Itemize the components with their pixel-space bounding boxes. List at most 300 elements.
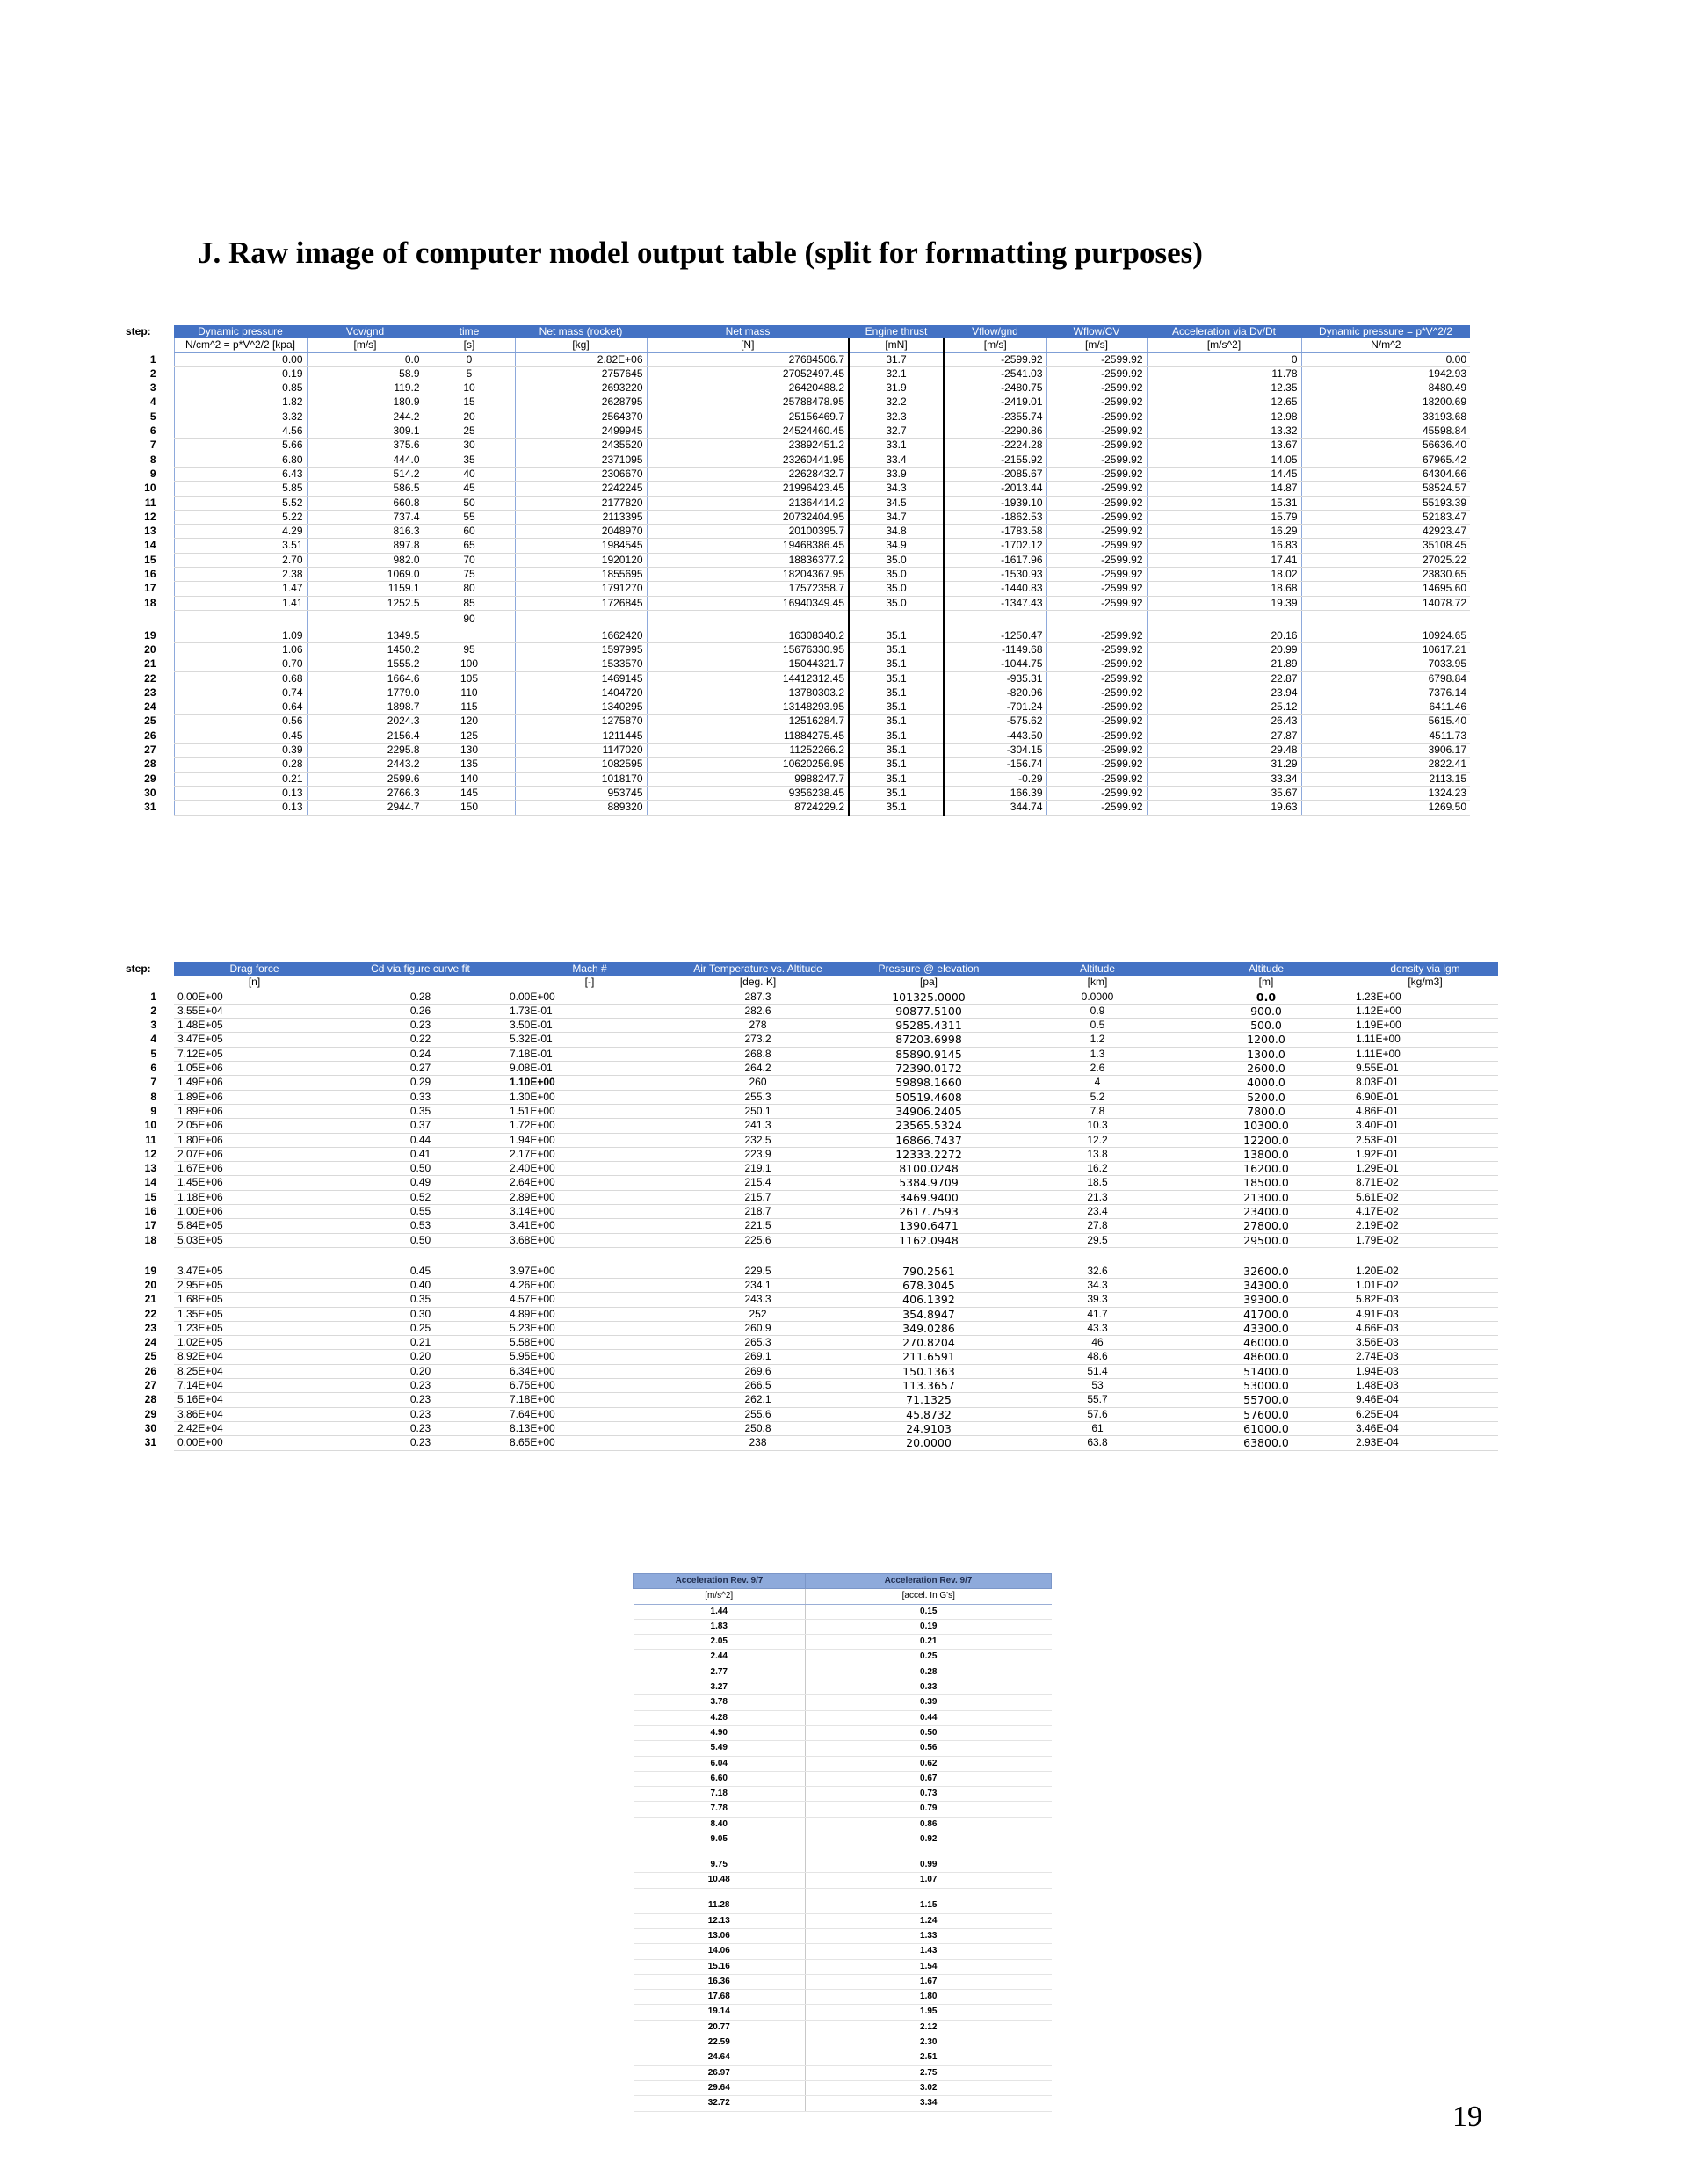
table-cell: 5.52 (174, 496, 307, 510)
table-cell: 5.85 (174, 482, 307, 496)
table-cell: 7.18E-01 (506, 1047, 673, 1061)
table-cell: 1162.0948 (843, 1233, 1015, 1247)
table-cell: 1.89E+06 (174, 1090, 335, 1104)
step-number: 2 (149, 366, 156, 380)
table-cell: 0.39 (174, 744, 307, 758)
step-number: 19 (144, 629, 156, 642)
table-cell: 11884275.45 (647, 729, 849, 743)
table-cell: 3.51 (174, 539, 307, 553)
table-cell: 1159.1 (307, 582, 424, 596)
table-cell: 16940349.45 (647, 596, 849, 610)
table-row (634, 1873, 1052, 1888)
table-cell: 0.40 (335, 1278, 506, 1292)
table-cell: 101325.0000 (843, 990, 1015, 1004)
table-cell: 135 (424, 758, 515, 772)
table-cell: 0.00E+00 (506, 990, 673, 1004)
table-cell: 2599.6 (307, 772, 424, 786)
column-unit: [pa] (843, 976, 1015, 990)
step-number: 11 (145, 1133, 156, 1146)
table-cell: 0.50 (806, 1725, 1052, 1740)
table-cell: 5.61E-02 (1352, 1190, 1498, 1204)
table-cell: 229.5 (673, 1247, 843, 1278)
table-cell: 35.1 (849, 671, 944, 686)
table-cell: 4.86E-01 (1352, 1104, 1498, 1118)
table-cell: 2.70 (174, 553, 307, 567)
table-cell: 1533570 (515, 657, 647, 671)
table-cell: 16308340.2 (647, 610, 849, 642)
table-cell: 3.55E+04 (174, 1004, 335, 1018)
table-cell: 215.7 (673, 1190, 843, 1204)
table-cell: 4.29 (174, 525, 307, 539)
table-cell: 0.25 (335, 1321, 506, 1335)
table-cell: 6.25E-04 (1352, 1407, 1498, 1421)
table-cell: 1.18E+06 (174, 1190, 335, 1204)
table-cell: 33.4 (849, 453, 944, 467)
table-cell: 14695.60 (1301, 582, 1470, 596)
table-cell: -1939.10 (944, 496, 1046, 510)
table-cell: 55700.0 (1180, 1393, 1352, 1407)
table-cell: -2599.92 (1046, 715, 1147, 729)
table-cell: 5615.40 (1301, 715, 1470, 729)
table-cell: 252 (673, 1307, 843, 1321)
table-cell: 85 (424, 596, 515, 610)
table-cell: 0.00 (1301, 352, 1470, 366)
table-cell: 20 (424, 410, 515, 424)
column-unit: N/cm^2 = p*V^2/2 [kpa] (174, 338, 307, 352)
table-cell: 15 (424, 395, 515, 410)
table-cell: 0.45 (335, 1247, 506, 1278)
table-cell: 3.34 (806, 2096, 1052, 2111)
table-cell: 7.78 (634, 1802, 806, 1817)
table-row (634, 2005, 1052, 2020)
table-row (119, 381, 1470, 395)
table-cell: 7.12E+05 (174, 1047, 335, 1061)
table-cell: 5.82E-03 (1352, 1293, 1498, 1307)
column-header: Pressure @ elevation (843, 962, 1015, 976)
table-cell: 1.24 (806, 1913, 1052, 1928)
table-cell: -2599.92 (1046, 453, 1147, 467)
table-cell: 29500.0 (1180, 1233, 1352, 1247)
table-row (119, 1307, 1498, 1321)
table-cell: 32.2 (849, 395, 944, 410)
table-cell: -2224.28 (944, 439, 1046, 453)
column-unit: [m/s] (1046, 338, 1147, 352)
table-cell: -2599.92 (944, 352, 1046, 366)
table-cell: -2599.92 (1046, 510, 1147, 524)
table-cell: 4511.73 (1301, 729, 1470, 743)
table-row (634, 1944, 1052, 1959)
table-cell: 1779.0 (307, 686, 424, 700)
table-cell: 2.40E+00 (506, 1162, 673, 1176)
table-cell: -2355.74 (944, 410, 1046, 424)
table-cell: 1.20E-02 (1352, 1247, 1498, 1278)
header-row (634, 1574, 1052, 1589)
table-row (634, 1847, 1052, 1873)
table-row (119, 525, 1470, 539)
table-cell: 1300.0 (1180, 1047, 1352, 1061)
table-cell: 5200.0 (1180, 1090, 1352, 1104)
table-cell: 1.06 (174, 642, 307, 657)
step-number: 3 (150, 1019, 156, 1032)
table-cell: 5.84E+05 (174, 1219, 335, 1233)
table-cell: 4 (1015, 1076, 1180, 1090)
table-cell: 4.56 (174, 424, 307, 439)
table-cell: 790.2561 (843, 1247, 1015, 1278)
table-cell: 57600.0 (1180, 1407, 1352, 1421)
table-cell: 12516284.7 (647, 715, 849, 729)
table-cell: 5.58E+00 (506, 1336, 673, 1350)
table-cell: 10 (424, 381, 515, 395)
table-cell: 29.48 (1147, 744, 1301, 758)
table-cell: 238 (673, 1436, 843, 1450)
table-cell: 25 (424, 424, 515, 439)
table-cell: 1898.7 (307, 700, 424, 715)
table-cell: 269.1 (673, 1350, 843, 1364)
table-cell: 309.1 (307, 424, 424, 439)
table-cell: 12200.0 (1180, 1133, 1352, 1147)
table-cell: 0.92 (806, 1832, 1052, 1847)
step-number: 16 (144, 568, 156, 581)
table-cell: 5.66 (174, 439, 307, 453)
table-cell: 39300.0 (1180, 1293, 1352, 1307)
table-row (119, 686, 1470, 700)
table-cell: -2599.92 (1046, 395, 1147, 410)
step-number: 27 (144, 1379, 156, 1392)
table-cell: 23260441.95 (647, 453, 849, 467)
table-cell: 5.2 (1015, 1090, 1180, 1104)
table-cell: 2.17E+00 (506, 1147, 673, 1161)
table-cell: 7.18 (634, 1787, 806, 1802)
table-cell: 3.97E+00 (506, 1247, 673, 1278)
table-cell: 23.4 (1015, 1205, 1180, 1219)
table-cell: 3.46E-04 (1352, 1421, 1498, 1435)
table-cell: 115 (424, 700, 515, 715)
table-cell: 80 (424, 582, 515, 596)
table-cell: 35.1 (849, 686, 944, 700)
table-cell: 1.09 (174, 610, 307, 642)
table-cell: 34.3 (849, 482, 944, 496)
table-cell: 2.44 (634, 1650, 806, 1665)
table-cell: 1.30E+00 (506, 1090, 673, 1104)
table-row (634, 1725, 1052, 1740)
column-unit: [m/s^2] (634, 1589, 806, 1604)
table-cell: 125 (424, 729, 515, 743)
table-cell: 1200.0 (1180, 1033, 1352, 1047)
table-row (119, 1147, 1498, 1161)
table-cell: 14.05 (1147, 453, 1301, 467)
table-cell: 1211445 (515, 729, 647, 743)
table-cell: -0.29 (944, 772, 1046, 786)
table-cell: 2156.4 (307, 729, 424, 743)
step-label: step: (119, 962, 174, 976)
step-number: 18 (144, 596, 156, 609)
table-row (119, 729, 1470, 743)
table-cell: 4.91E-03 (1352, 1307, 1498, 1321)
table-cell: 243.3 (673, 1293, 843, 1307)
table-cell: 1920120 (515, 553, 647, 567)
table-cell: 2.30 (806, 2035, 1052, 2050)
table-cell: 0.20 (335, 1350, 506, 1364)
table-cell: 5.16E+04 (174, 1393, 335, 1407)
table-cell: 349.0286 (843, 1321, 1015, 1335)
table-cell: 32.6 (1015, 1247, 1180, 1278)
table-cell: 33.34 (1147, 772, 1301, 786)
table-row (119, 1133, 1498, 1147)
table-cell: 8.25E+04 (174, 1364, 335, 1378)
table-cell: 1855695 (515, 568, 647, 582)
table-cell: 24.9103 (843, 1421, 1015, 1435)
table-cell: 29.5 (1015, 1233, 1180, 1247)
table-cell: 32.3 (849, 410, 944, 424)
table-cell: 3.27 (634, 1680, 806, 1695)
table-cell: 900.0 (1180, 1004, 1352, 1018)
table-cell: 2.82E+06 (515, 352, 647, 366)
step-number: 4 (149, 395, 156, 409)
table-cell: -2599.92 (1046, 539, 1147, 553)
table-cell: 53000.0 (1180, 1379, 1352, 1393)
table-cell: 51.4 (1015, 1364, 1180, 1378)
step-number: 14 (144, 539, 156, 552)
step-number: 25 (144, 1350, 156, 1363)
table-cell: 45.8732 (843, 1407, 1015, 1421)
table-cell: 27684506.7 (647, 352, 849, 366)
table-row (119, 1119, 1498, 1133)
table-cell: -2599.92 (1046, 671, 1147, 686)
table-cell: 0.0 (1180, 990, 1352, 1004)
table-cell: 46000.0 (1180, 1336, 1352, 1350)
table-cell: -2599.92 (1046, 786, 1147, 800)
table-cell: 0.30 (335, 1307, 506, 1321)
table-cell: 2113.15 (1301, 772, 1470, 786)
table-cell: -2599.92 (1046, 772, 1147, 786)
table-cell: 8.71E-02 (1352, 1176, 1498, 1190)
table-cell: 2499945 (515, 424, 647, 439)
table-cell: 8480.49 (1301, 381, 1470, 395)
column-header: Dynamic pressure = p*V^2/2 (1301, 325, 1470, 338)
table-cell: 660.8 (307, 496, 424, 510)
table-cell: 1555.2 (307, 657, 424, 671)
table-cell: 12.2 (1015, 1133, 1180, 1147)
column-header: Wflow/CV (1046, 325, 1147, 338)
table-cell: -2599.92 (1046, 410, 1147, 424)
table-cell: 406.1392 (843, 1293, 1015, 1307)
table-cell: 20.99 (1147, 642, 1301, 657)
table-cell: 19468386.45 (647, 539, 849, 553)
table-row (119, 1190, 1498, 1204)
table-cell: 35.1 (849, 700, 944, 715)
column-header: Altitude (1015, 962, 1180, 976)
table-row (119, 1004, 1498, 1018)
table-cell: 1942.93 (1301, 366, 1470, 381)
table-cell: 278 (673, 1019, 843, 1033)
table-cell: 7033.95 (1301, 657, 1470, 671)
step-number: 9 (149, 467, 156, 480)
step-number: 7 (149, 439, 156, 452)
table-cell: -2419.01 (944, 395, 1046, 410)
table-cell: 1.15 (806, 1888, 1052, 1913)
table-cell: 737.4 (307, 510, 424, 524)
table-row (119, 1421, 1498, 1435)
table-cell: 4.28 (634, 1710, 806, 1725)
table-cell: 59898.1660 (843, 1076, 1015, 1090)
table-cell: 269.6 (673, 1364, 843, 1378)
table-cell: 0.21 (806, 1635, 1052, 1650)
table-cell: 2435520 (515, 439, 647, 453)
table-cell: 0.44 (335, 1133, 506, 1147)
table-row (119, 1033, 1498, 1047)
table-row (119, 642, 1470, 657)
table-cell: 4.26E+00 (506, 1278, 673, 1292)
step-number: 26 (144, 1364, 156, 1377)
table-cell: 211.6591 (843, 1350, 1015, 1364)
table-cell: 255.6 (673, 1407, 843, 1421)
table-cell: 1.80E+06 (174, 1133, 335, 1147)
table-cell: 24524460.45 (647, 424, 849, 439)
table-cell: 9.08E-01 (506, 1062, 673, 1076)
table-cell: 8100.0248 (843, 1162, 1015, 1176)
table-cell: -2599.92 (1046, 525, 1147, 539)
table-cell: 1.54 (806, 1959, 1052, 1974)
table-cell: 0.23 (335, 1436, 506, 1450)
table-cell: 678.3045 (843, 1278, 1015, 1292)
table-cell: 3.56E-03 (1352, 1336, 1498, 1350)
page-number: 19 (1452, 2101, 1482, 2133)
table-cell: 5.23E+00 (506, 1321, 673, 1335)
table-row (119, 596, 1470, 610)
table-cell: 29.64 (634, 2080, 806, 2095)
table-cell: 35.1 (849, 642, 944, 657)
table-cell: -2599.92 (1046, 744, 1147, 758)
table-cell: 273.2 (673, 1033, 843, 1047)
table-cell: 1984545 (515, 539, 647, 553)
table-cell: -820.96 (944, 686, 1046, 700)
column-header: Net mass (rocket) (515, 325, 647, 338)
table-cell: 25788478.95 (647, 395, 849, 410)
table-cell: 34906.2405 (843, 1104, 1015, 1118)
table-cell: 2757645 (515, 366, 647, 381)
table-cell: 18204367.95 (647, 568, 849, 582)
table-cell: 0.56 (806, 1741, 1052, 1756)
table-row (119, 1293, 1498, 1307)
table-cell: -2599.92 (1046, 482, 1147, 496)
table-cell: 2693220 (515, 381, 647, 395)
table-cell: 27800.0 (1180, 1219, 1352, 1233)
table-cell: -2599.92 (1046, 758, 1147, 772)
table-cell: 2.53E-01 (1352, 1133, 1498, 1147)
table-cell: 0.28 (174, 758, 307, 772)
table-cell: 0.25 (806, 1650, 1052, 1665)
output-table-part-2 (119, 962, 1498, 1451)
table-cell: 262.1 (673, 1393, 843, 1407)
column-header: Net mass (647, 325, 849, 338)
table-cell: 41700.0 (1180, 1307, 1352, 1321)
table-row (634, 1650, 1052, 1665)
table-cell: 0.0000 (1015, 990, 1180, 1004)
acceleration-table (633, 1573, 1052, 2112)
table-cell: 119.2 (307, 381, 424, 395)
step-number: 1 (149, 352, 156, 366)
table-row (119, 1205, 1498, 1219)
table-cell: -935.31 (944, 671, 1046, 686)
table-cell: 150 (424, 801, 515, 815)
table-cell: 1018170 (515, 772, 647, 786)
table-cell: 0.00E+00 (174, 990, 335, 1004)
table-cell: -2599.92 (1046, 366, 1147, 381)
table-cell: 1.79E-02 (1352, 1233, 1498, 1247)
step-number: 2 (150, 1004, 156, 1017)
table-cell: 19.14 (634, 2005, 806, 2020)
column-unit: [s] (424, 338, 515, 352)
table-cell: 0.23 (335, 1421, 506, 1435)
step-number: 8 (149, 453, 156, 466)
table-cell: 1340295 (515, 700, 647, 715)
table-cell: 1.73E-01 (506, 1004, 673, 1018)
table-cell: -701.24 (944, 700, 1046, 715)
step-number: 31 (144, 1436, 156, 1449)
step-number: 15 (144, 553, 156, 566)
table-cell: 4.66E-03 (1352, 1321, 1498, 1335)
table-row (119, 1090, 1498, 1104)
table-cell: 13148293.95 (647, 700, 849, 715)
table-cell: 9.75 (634, 1847, 806, 1873)
table-cell: 17.68 (634, 1990, 806, 2005)
table-cell: 27025.22 (1301, 553, 1470, 567)
table-row (119, 439, 1470, 453)
table-cell: 1.49E+06 (174, 1076, 335, 1090)
table-cell: 17.41 (1147, 553, 1301, 567)
column-header: Vflow/gnd (944, 325, 1046, 338)
table-cell: 0.45 (174, 729, 307, 743)
table-cell: -1347.43 (944, 596, 1046, 610)
table-cell: 3.47E+05 (174, 1033, 335, 1047)
table-row (119, 1162, 1498, 1176)
table-cell: 1275870 (515, 715, 647, 729)
table-cell: 87203.6998 (843, 1033, 1015, 1047)
table-cell: 1.00E+06 (174, 1205, 335, 1219)
column-unit: [m] (1180, 976, 1352, 990)
table-cell: 5.32E-01 (506, 1033, 673, 1047)
table-cell: 0.55 (335, 1205, 506, 1219)
table-cell: 0 (424, 352, 515, 366)
table-cell: 19.63 (1147, 801, 1301, 815)
table-cell: 21.3 (1015, 1190, 1180, 1204)
step-number: 1 (150, 990, 156, 1003)
step-number: 20 (144, 1278, 156, 1291)
step-number: 22 (144, 671, 156, 685)
table-cell: 0.13 (174, 801, 307, 815)
table-cell: 244.2 (307, 410, 424, 424)
table-cell: 15.16 (634, 1959, 806, 1974)
table-cell: 13.8 (1015, 1147, 1180, 1161)
table-cell: 35.0 (849, 553, 944, 567)
table-cell: -2085.67 (944, 467, 1046, 481)
table-cell: 260.9 (673, 1321, 843, 1335)
table-cell: 6.80 (174, 453, 307, 467)
table-cell: -1440.83 (944, 582, 1046, 596)
column-header: Acceleration via Dv/Dt (1147, 325, 1301, 338)
table-cell: 2242245 (515, 482, 647, 496)
column-unit: [kg/m3] (1352, 976, 1498, 990)
table-cell: 3.32 (174, 410, 307, 424)
table-cell: 2295.8 (307, 744, 424, 758)
table-row (119, 990, 1498, 1004)
table-row (119, 786, 1470, 800)
table-row (119, 1321, 1498, 1335)
table-cell: 15.79 (1147, 510, 1301, 524)
table-cell: 31.9 (849, 381, 944, 395)
table-cell: 2.6 (1015, 1062, 1180, 1076)
table-row (119, 1019, 1498, 1033)
